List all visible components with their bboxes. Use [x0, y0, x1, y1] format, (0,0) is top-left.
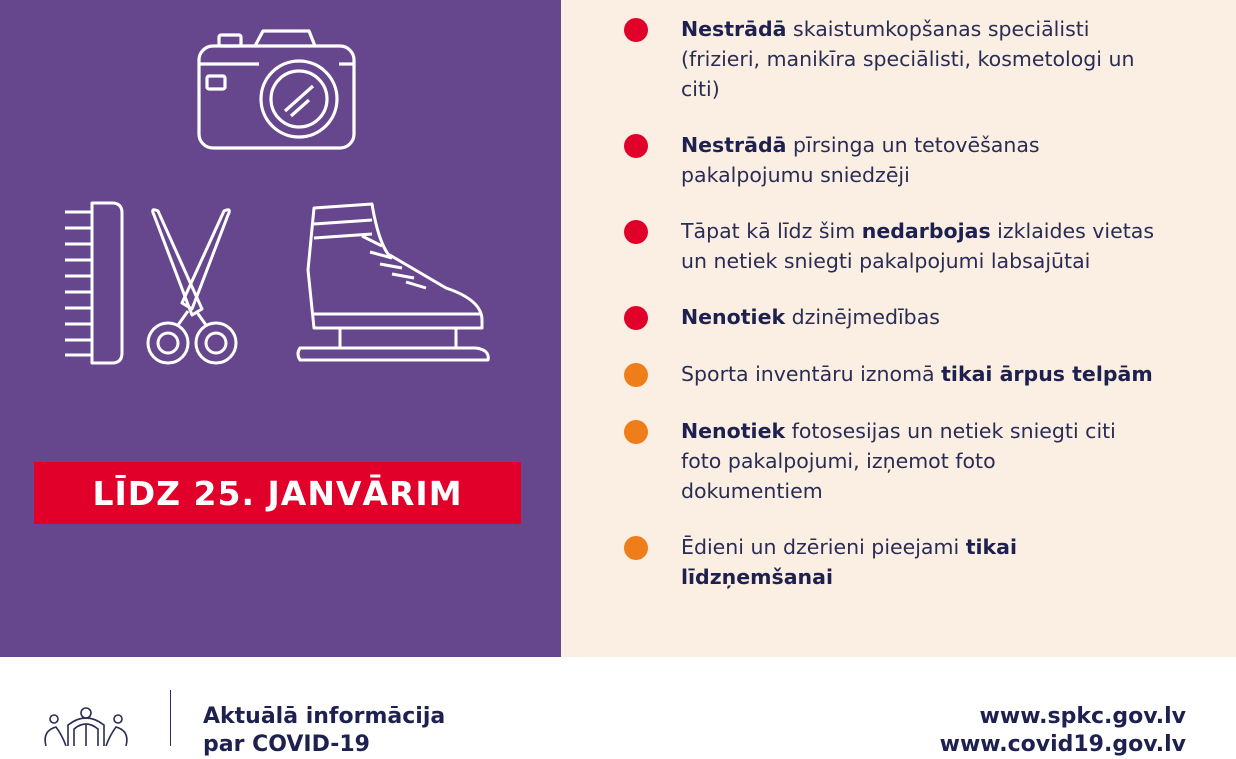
footer-divider: [170, 690, 171, 746]
item-line: [681, 130, 1211, 160]
footer-info-line1: Aktuālā informācija: [203, 704, 446, 729]
red-dot-icon: [624, 18, 648, 42]
red-dot-icon: [624, 306, 648, 330]
item-line: [681, 359, 1211, 389]
item-text: Sporta inventāru iznomā: [681, 362, 942, 386]
item-bold: līdzņemšanai: [681, 565, 834, 589]
item-text: dzinējmedības: [785, 305, 940, 329]
item-line: [681, 302, 1211, 332]
item-line: [681, 532, 1211, 562]
item-bold: tikai: [965, 535, 1018, 559]
camera-icon: [197, 28, 357, 152]
item-bold: Nestrādā: [681, 17, 787, 41]
item-text: fotosesijas un netiek sniegti citi: [785, 419, 1116, 443]
item-text: pīrsinga un tetovēšanas: [786, 133, 1040, 157]
red-dot-icon: [624, 134, 648, 158]
item-line: [681, 562, 1211, 592]
spkc-link[interactable]: www.spkc.gov.lv: [979, 704, 1186, 729]
item-line: pakalpojumu sniedzēji: [681, 163, 910, 187]
item-line: [681, 216, 1211, 246]
item-bold: Nenotiek: [681, 419, 786, 443]
orange-dot-icon: [624, 420, 648, 444]
item-line: [681, 416, 1211, 446]
item-line: dokumentiem: [681, 479, 823, 503]
orange-dot-icon: [624, 536, 648, 560]
item-text: Tāpat kā līdz šim: [681, 219, 862, 243]
item-text: Ēdieni un dzērieni pieejami: [681, 535, 966, 559]
comb-icon: [62, 200, 128, 366]
item-bold: nedarbojas: [861, 219, 991, 243]
item-text: izklaides vietas: [990, 219, 1154, 243]
coat-of-arms-logo: [38, 705, 134, 746]
item-text: skaistumkopšanas speciālisti: [786, 17, 1090, 41]
item-line: foto pakalpojumi, izņemot foto: [681, 449, 996, 473]
footer: [0, 657, 1236, 757]
orange-dot-icon: [624, 363, 648, 387]
item-bold: Nestrādā: [681, 133, 787, 157]
item-bold: tikai ārpus telpām: [941, 362, 1153, 386]
item-line: citi): [681, 77, 720, 101]
item-bold: Nenotiek: [681, 305, 786, 329]
item-line: un netiek sniegti pakalpojumi labsajūtai: [681, 249, 1091, 273]
left-purple-panel: [0, 0, 561, 657]
footer-info-line2: par COVID-19: [203, 732, 370, 757]
red-dot-icon: [624, 220, 648, 244]
item-line: [681, 14, 1211, 44]
covid19-link[interactable]: www.covid19.gov.lv: [939, 732, 1186, 757]
item-line: (frizieri, manikīra speciālisti, kosmetologi un: [681, 47, 1135, 71]
ice-skate-icon: [296, 200, 492, 366]
date-banner: LĪDZ 25. JANVĀRIM: [34, 462, 521, 524]
scissors-icon: [140, 205, 244, 367]
